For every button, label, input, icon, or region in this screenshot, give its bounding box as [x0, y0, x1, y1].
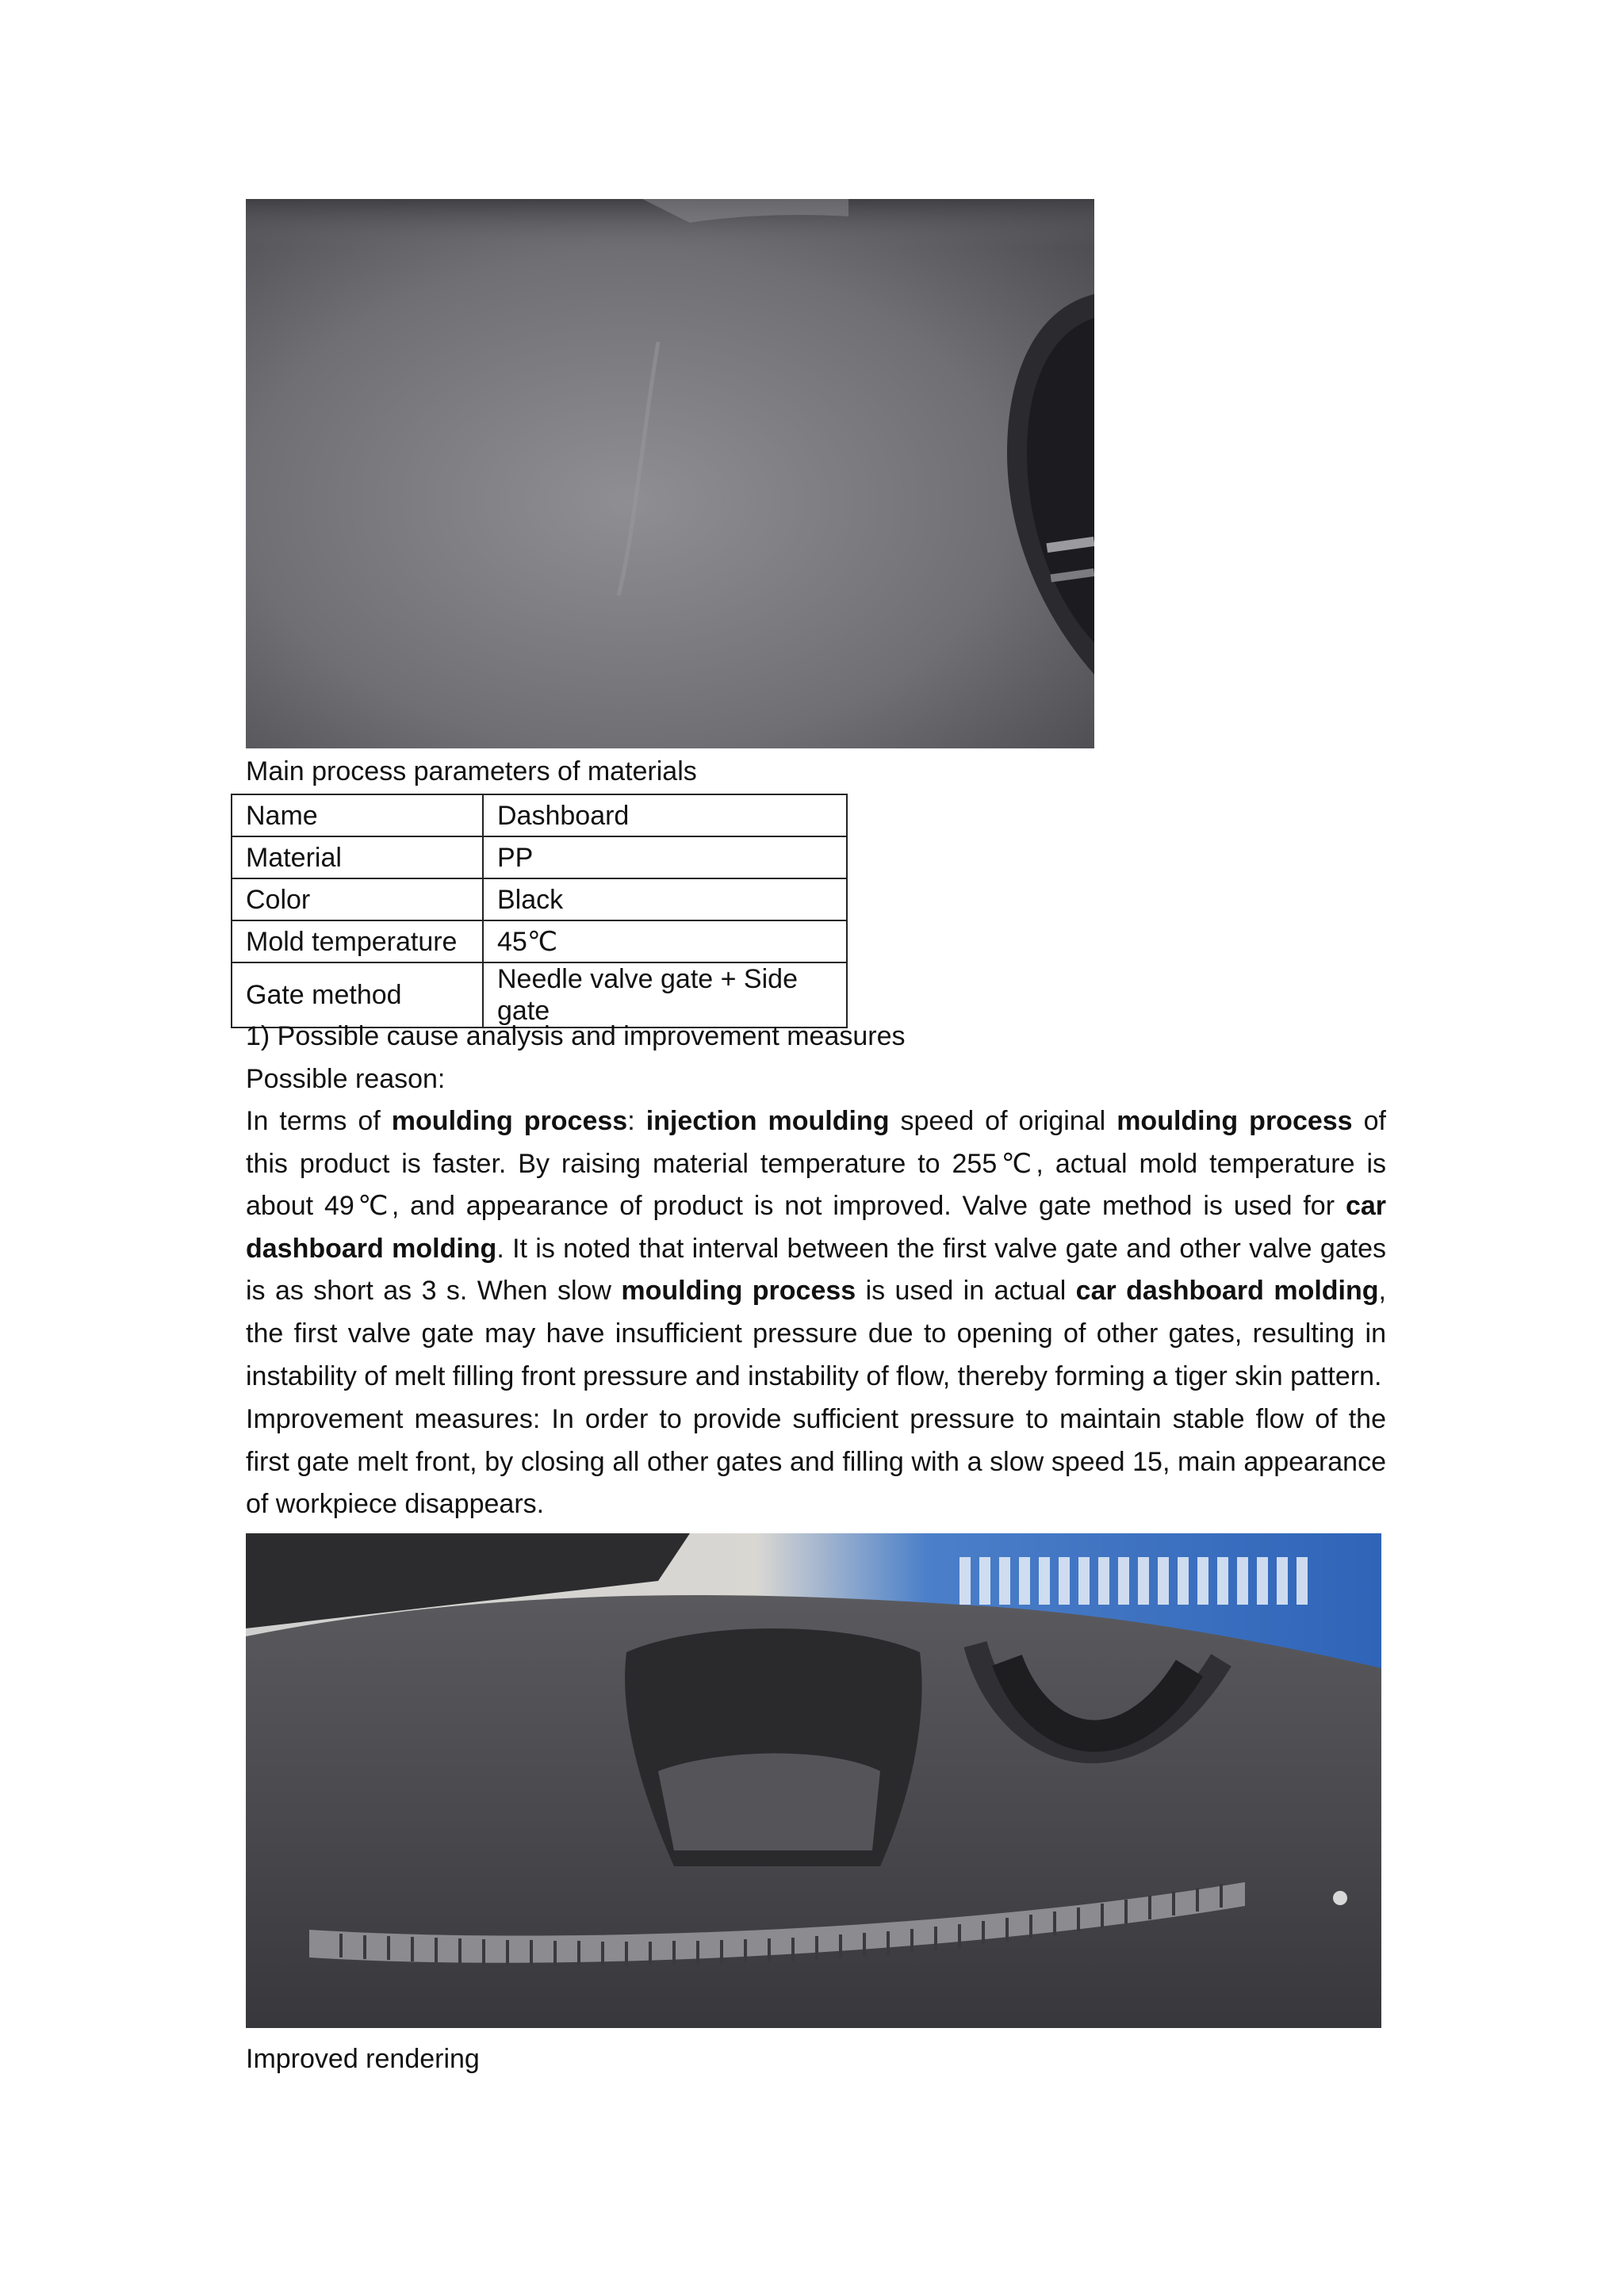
reason-label: Possible reason:: [246, 1064, 446, 1094]
text-run: , the first valve gate may have insufficient pressure due to opening of other gates, resulting in instability of melt filling front pressure and instability of flow, thereby forming a tiger skin pattern.: [246, 1276, 1386, 1391]
section-heading: 1) Possible cause analysis and improvement measures: [246, 1021, 906, 1051]
keyword: car dashboard molding: [246, 1191, 1386, 1264]
table-row: [232, 920, 847, 962]
table-caption: Main process parameters of materials: [246, 756, 697, 786]
text-run: of this product is faster. By raising material temperature to 255℃, actual mold temperature is about 49℃, and appearance of product is not improved. Valve gate method is used for: [246, 1106, 1386, 1222]
param-name: Gate method: [232, 962, 483, 1027]
keyword: injection moulding: [645, 1106, 890, 1136]
keyword: car dashboard molding: [1075, 1276, 1379, 1307]
param-value: Needle valve gate + Side gate: [483, 962, 847, 1027]
dashboard-defect-photo: [246, 199, 1094, 748]
reason-paragraph: [246, 1100, 1386, 1398]
param-name: Color: [232, 878, 483, 920]
text-run: In terms of: [246, 1106, 392, 1136]
keyword: moulding process: [621, 1276, 856, 1307]
text-run: :: [627, 1106, 646, 1136]
text-run: speed of original: [889, 1106, 1117, 1136]
param-name: Name: [232, 794, 483, 836]
param-value: PP: [483, 836, 847, 878]
param-name: Mold temperature: [232, 920, 483, 962]
improved-dashboard-photo: [246, 1533, 1381, 2028]
param-name: Material: [232, 836, 483, 878]
text-run: is used in actual: [856, 1276, 1076, 1307]
param-value: 45℃: [483, 920, 847, 962]
table-row: [232, 962, 847, 1027]
improvement-paragraph: Improvement measures: In order to provide sufficient pressure to maintain stable flow of the first gate melt front, by closing all other gates and filling with a slow speed 15, main appearance of workpiece disappears.: [246, 1404, 1386, 1520]
keyword: moulding process: [391, 1106, 628, 1136]
table-row: [232, 878, 847, 920]
image-caption: Improved rendering: [246, 2044, 480, 2074]
table-row: [232, 836, 847, 878]
table-row: [232, 794, 847, 836]
text-run: . It is noted that interval between the first valve gate and other valve gates is as short as 3 s. When slow: [246, 1233, 1386, 1307]
keyword: moulding process: [1116, 1106, 1353, 1136]
process-parameters-table: [231, 794, 848, 1028]
param-value: Black: [483, 878, 847, 920]
param-value: Dashboard: [483, 794, 847, 836]
